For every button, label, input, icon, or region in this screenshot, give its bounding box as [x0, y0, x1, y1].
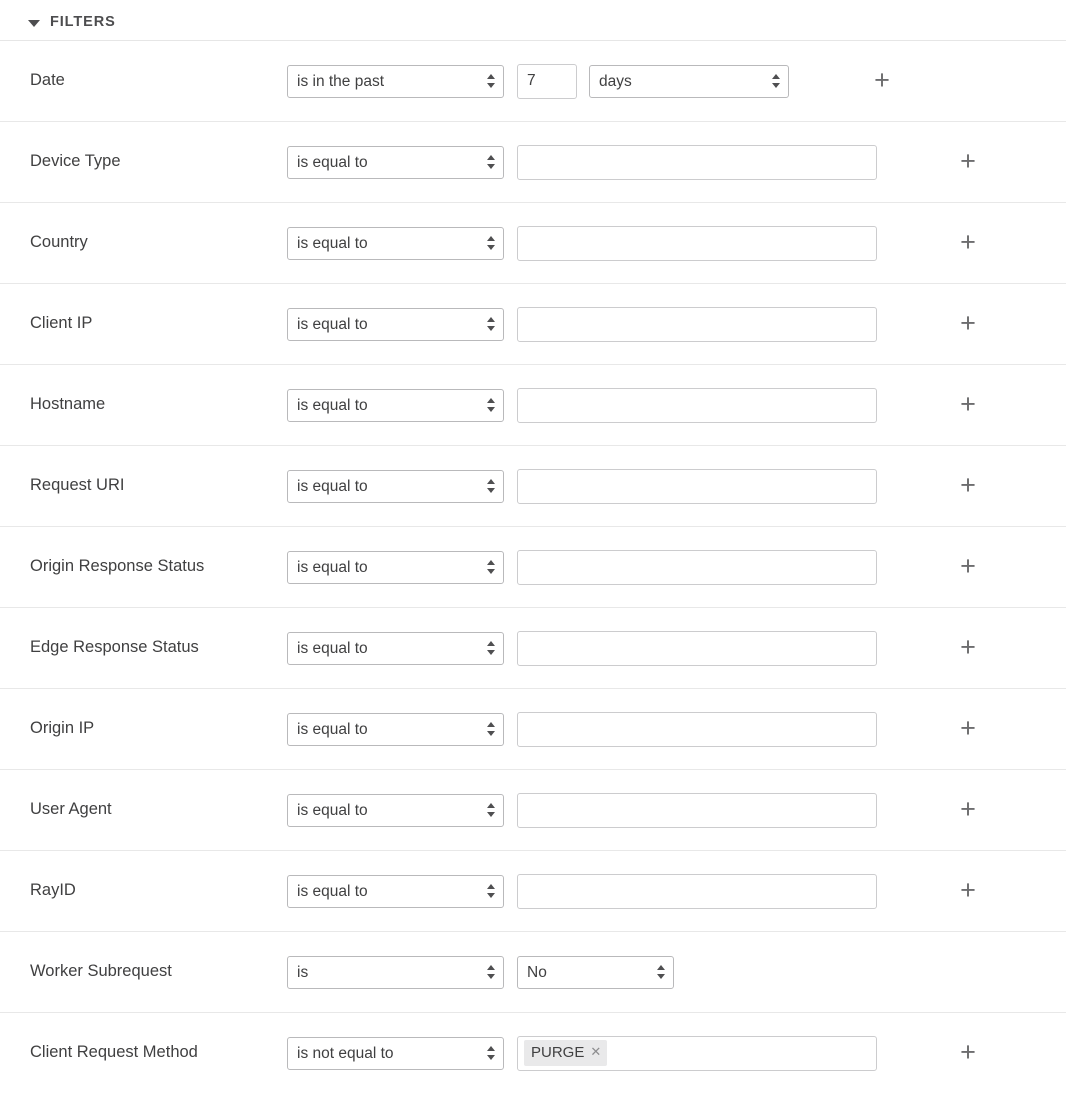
filter-label: Device Type — [30, 152, 121, 171]
operator-value: is equal to — [297, 315, 368, 333]
filter-label: Origin Response Status — [30, 557, 205, 576]
operator-select[interactable] — [287, 956, 504, 989]
operator-select[interactable] — [287, 875, 504, 908]
chevron-updown-icon — [487, 478, 496, 494]
operator-value: is equal to — [297, 477, 368, 495]
unit-value: days — [599, 72, 632, 90]
operator-select[interactable] — [287, 713, 504, 746]
operator-select[interactable] — [287, 65, 504, 98]
chevron-updown-icon — [772, 73, 781, 89]
operator-value: is equal to — [297, 801, 368, 819]
value-input[interactable] — [517, 388, 877, 423]
filter-label: Origin IP — [30, 719, 95, 738]
value-input[interactable] — [517, 793, 877, 828]
token-label: PURGE — [531, 1044, 585, 1061]
value-input[interactable] — [517, 712, 877, 747]
filter-label: User Agent — [30, 800, 112, 819]
filter-row-request-uri — [0, 446, 1066, 527]
add-filter-button[interactable]: + — [960, 1037, 976, 1067]
operator-select[interactable] — [287, 146, 504, 179]
chevron-updown-icon — [487, 73, 496, 89]
filter-row-worker-subrequest — [0, 932, 1066, 1013]
value-input[interactable] — [517, 631, 877, 666]
operator-select[interactable] — [287, 308, 504, 341]
filter-row-client-ip — [0, 284, 1066, 365]
operator-value: is in the past — [297, 72, 385, 90]
filter-label: Worker Subrequest — [30, 962, 172, 981]
operator-value: is equal to — [297, 720, 368, 738]
add-filter-button[interactable]: + — [874, 65, 890, 95]
filter-row-rayid — [0, 851, 1066, 932]
operator-select[interactable] — [287, 227, 504, 260]
operator-value: is — [297, 963, 309, 981]
value-input[interactable] — [517, 307, 877, 342]
operator-value: is equal to — [297, 153, 368, 171]
operator-value: is equal to — [297, 234, 368, 252]
filter-label: Request URI — [30, 476, 125, 495]
add-filter-button[interactable]: + — [960, 551, 976, 581]
token-input[interactable] — [517, 1036, 877, 1071]
filter-row-device-type — [0, 122, 1066, 203]
filter-label: RayID — [30, 881, 76, 900]
chevron-updown-icon — [487, 964, 496, 980]
operator-value: is equal to — [297, 396, 368, 414]
value-select-value: No — [527, 963, 547, 981]
unit-select[interactable] — [589, 65, 789, 98]
filter-row-origin-response-status — [0, 527, 1066, 608]
value-input[interactable] — [517, 145, 877, 180]
value-input[interactable] — [517, 64, 577, 99]
chevron-updown-icon — [487, 559, 496, 575]
filter-row-client-request-method — [0, 1013, 1066, 1093]
filter-row-edge-response-status — [0, 608, 1066, 689]
add-filter-button[interactable]: + — [960, 875, 976, 905]
operator-select[interactable] — [287, 470, 504, 503]
filters-header[interactable] — [0, 0, 1066, 40]
operator-value: is equal to — [297, 882, 368, 900]
add-filter-button[interactable]: + — [960, 389, 976, 419]
chevron-updown-icon — [487, 316, 496, 332]
chevron-updown-icon — [487, 154, 496, 170]
chevron-updown-icon — [657, 964, 666, 980]
filter-row-user-agent — [0, 770, 1066, 851]
filter-token — [524, 1040, 607, 1066]
chevron-updown-icon — [487, 397, 496, 413]
filter-label: Edge Response Status — [30, 638, 199, 657]
add-filter-button[interactable]: + — [960, 794, 976, 824]
operator-select[interactable] — [287, 794, 504, 827]
chevron-updown-icon — [487, 235, 496, 251]
caret-down-icon[interactable] — [28, 20, 40, 27]
filter-label: Client Request Method — [30, 1043, 198, 1062]
operator-select[interactable] — [287, 551, 504, 584]
filter-label: Client IP — [30, 314, 93, 333]
filter-row-origin-ip — [0, 689, 1066, 770]
chevron-updown-icon — [487, 721, 496, 737]
value-input[interactable] — [517, 550, 877, 585]
add-filter-button[interactable]: + — [960, 227, 976, 257]
filter-label: Date — [30, 71, 65, 90]
chevron-updown-icon — [487, 802, 496, 818]
add-filter-button[interactable]: + — [960, 470, 976, 500]
operator-select[interactable] — [287, 389, 504, 422]
value-input[interactable] — [517, 874, 877, 909]
add-filter-button[interactable]: + — [960, 632, 976, 662]
value-select[interactable] — [517, 956, 674, 989]
operator-value: is not equal to — [297, 1044, 394, 1062]
chevron-updown-icon — [487, 883, 496, 899]
add-filter-button[interactable]: + — [960, 713, 976, 743]
filters-title: FILTERS — [50, 14, 116, 30]
operator-select[interactable] — [287, 632, 504, 665]
filter-label: Hostname — [30, 395, 106, 414]
add-filter-button[interactable]: + — [960, 146, 976, 176]
value-input[interactable] — [517, 469, 877, 504]
filter-row-country — [0, 203, 1066, 284]
filter-row-hostname — [0, 365, 1066, 446]
chevron-updown-icon — [487, 1045, 496, 1061]
filter-rows — [0, 40, 1066, 1093]
operator-select[interactable] — [287, 1037, 504, 1070]
value-input[interactable] — [517, 226, 877, 261]
filter-label: Country — [30, 233, 88, 252]
close-icon[interactable]: ✕ — [590, 1044, 602, 1060]
operator-value: is equal to — [297, 558, 368, 576]
filter-row-date — [0, 41, 1066, 122]
operator-value: is equal to — [297, 639, 368, 657]
chevron-updown-icon — [487, 640, 496, 656]
add-filter-button[interactable]: + — [960, 308, 976, 338]
